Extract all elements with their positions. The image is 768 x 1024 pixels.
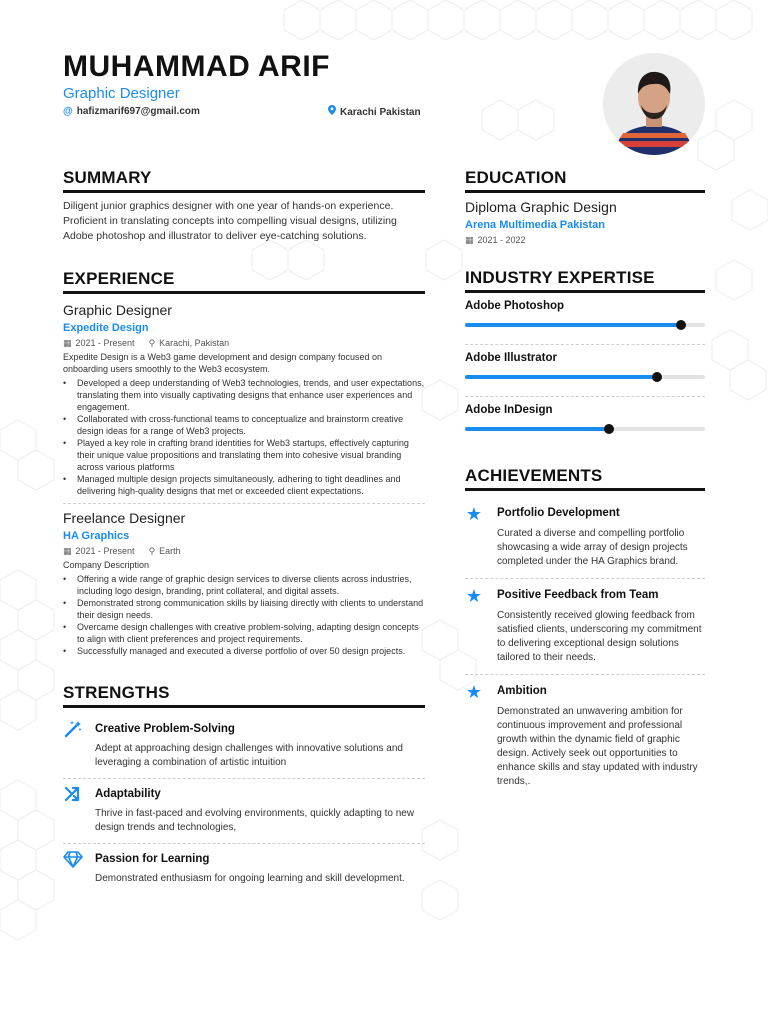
profile-photo xyxy=(603,53,705,155)
job-dates xyxy=(63,545,135,557)
calendar-icon: ▦ xyxy=(63,546,72,556)
left-column xyxy=(63,168,425,894)
skill-bar-fill xyxy=(465,323,681,327)
strengths-heading: STRENGTHS xyxy=(63,683,425,708)
location-text: Karachi Pakistan xyxy=(340,106,421,118)
job-bullet: • Demonstrated strong communication skills by liaising directly with clients to understand their design needs. xyxy=(63,597,425,621)
achievements-section xyxy=(465,466,705,798)
skill-bar-knob xyxy=(604,424,614,434)
strength-title: Adaptability xyxy=(95,788,161,800)
location-contact xyxy=(328,105,421,119)
experience-heading: EXPERIENCE xyxy=(63,269,425,294)
at-icon: @ xyxy=(63,106,73,117)
achievement-description: Consistently received glowing feedback from satisfied clients, underscoring my commitment to delivering exceptional design solutions tailored to their needs. xyxy=(497,610,702,663)
strength-item xyxy=(63,714,425,779)
calendar-icon: ▦ xyxy=(63,338,72,348)
skill-bar xyxy=(465,427,705,431)
education-meta xyxy=(465,234,705,246)
summary-text: Diligent junior graphics designer with one year of hands-on experience. Proficient in translating concepts into compelling visual designs, utilizing Adobe photoshop and illustrator to deliver eye-catching solutions. xyxy=(63,200,397,242)
achievement-title: Ambition xyxy=(497,685,547,697)
company-description: Company Description xyxy=(63,560,150,570)
education-section xyxy=(465,168,705,246)
skill-bar xyxy=(465,375,705,379)
achievements-heading: ACHIEVEMENTS xyxy=(465,466,705,491)
expertise-heading: INDUSTRY EXPERTISE xyxy=(465,268,705,293)
star-icon: ★ xyxy=(465,586,483,606)
education-dates-text: 2021 - 2022 xyxy=(477,235,526,245)
skill-bar-knob xyxy=(652,372,662,382)
skill-name: Adobe InDesign xyxy=(465,404,553,416)
strength-description: Adept at approaching design challenges with innovative solutions and leveraging a combination of artistic intuition xyxy=(95,743,403,768)
calendar-icon: ▦ xyxy=(465,235,474,245)
skill-item xyxy=(465,397,705,438)
job-bullets xyxy=(63,377,425,497)
skill-name: Adobe Photoshop xyxy=(465,300,565,312)
skill-bar-knob xyxy=(676,320,686,330)
company-description: Expedite Design is a Web3 game development and design company focused on onboarding users smoothly to the Web3 ecosystem. xyxy=(63,352,383,374)
shuffle-arrows-icon xyxy=(63,785,83,835)
strength-title: Passion for Learning xyxy=(95,853,210,865)
job-meta xyxy=(63,545,425,557)
map-pin-icon: ⚲ xyxy=(148,546,156,556)
job-location-text: Earth xyxy=(159,546,181,556)
job-title: Freelance Designer xyxy=(63,510,186,526)
expertise-section xyxy=(465,268,705,438)
job-bullet: • Developed a deep understanding of Web3 technologies, trends, and user expectations, translating them into visually captivating designs that enhance user experiences and engagement. xyxy=(63,377,425,413)
strength-description: Demonstrated enthusiasm for ongoing learning and skill development. xyxy=(95,873,405,884)
strength-item xyxy=(63,844,425,894)
star-icon: ★ xyxy=(465,504,483,524)
job-location xyxy=(149,545,181,557)
job-dates xyxy=(63,337,135,349)
company-name: Expedite Design xyxy=(63,322,149,334)
skill-bar-fill xyxy=(465,427,609,431)
strength-item xyxy=(63,779,425,844)
skill-item xyxy=(465,299,705,345)
map-pin-icon: ⚲ xyxy=(148,338,156,348)
skill-item xyxy=(465,345,705,397)
right-column xyxy=(465,168,705,798)
achievement-title: Positive Feedback from Team xyxy=(497,589,659,601)
job-title: Graphic Designer xyxy=(63,302,172,318)
achievement-item xyxy=(465,675,705,798)
magic-wand-icon xyxy=(63,720,83,770)
skill-bar xyxy=(465,323,705,327)
strengths-section xyxy=(63,683,425,894)
experience-section xyxy=(63,269,425,657)
skill-name: Adobe Illustrator xyxy=(465,352,558,364)
map-pin-icon xyxy=(328,105,336,119)
summary-heading: SUMMARY xyxy=(63,168,425,193)
job-location-text: Karachi, Pakistan xyxy=(159,338,230,348)
job-bullet: • Successfully managed and executed a diverse portfolio of over 50 design projects. xyxy=(63,645,425,657)
strength-title: Creative Problem-Solving xyxy=(95,723,235,735)
education-heading: EDUCATION xyxy=(465,168,705,193)
candidate-title: Graphic Designer xyxy=(63,85,180,102)
education-degree: Diploma Graphic Design xyxy=(465,199,617,215)
job-bullet: • Played a key role in crafting brand identities for Web3 startups, effectively capturing their unique value propositions and translating them into cohesive visual branding across various platforms xyxy=(63,437,425,473)
job-meta xyxy=(63,337,425,349)
skill-bar-fill xyxy=(465,375,657,379)
achievement-item xyxy=(465,579,705,675)
job-bullet: • Offering a wide range of graphic design services to diverse clients across industries, including logo design, branding, print collateral, and digital assets. xyxy=(63,573,425,597)
job-dates-text: 2021 - Present xyxy=(75,546,135,556)
education-school: Arena Multimedia Pakistan xyxy=(465,219,605,231)
job-location xyxy=(149,337,230,349)
job-dates-text: 2021 - Present xyxy=(75,338,135,348)
company-name: HA Graphics xyxy=(63,530,130,542)
job-bullets xyxy=(63,573,425,657)
email-contact[interactable] xyxy=(63,105,200,118)
email-text: hafizmarif697@gmail.com xyxy=(76,106,200,117)
diamond-icon xyxy=(63,850,83,886)
achievement-description: Curated a diverse and compelling portfolio showcasing a wide array of design projects completed under the HA Graphics brand. xyxy=(497,528,688,567)
job-bullet: • Managed multiple design projects simultaneously, adhering to tight deadlines and delivering high-quality designs that met or exceeded client expectations. xyxy=(63,473,425,497)
candidate-name: MUHAMMAD ARIF xyxy=(63,50,331,83)
job-bullet: • Collaborated with cross-functional teams to conceptualize and brainstorm creative design ideas for a range of Web3 projects. xyxy=(63,413,425,437)
achievement-title: Portfolio Development xyxy=(497,507,620,519)
achievement-description: Demonstrated an unwavering ambition for continuous improvement and professional growth within the dynamic field of graphic design. Actively seek out opportunities to enhance skills and stay updated with industry trends,. xyxy=(497,706,698,787)
summary-section xyxy=(63,168,425,244)
star-icon: ★ xyxy=(465,682,483,702)
strength-description: Thrive in fast-paced and evolving environments, quickly adapting to new design trends and technologies, xyxy=(95,808,415,833)
education-dates xyxy=(465,234,526,246)
job-entry xyxy=(63,504,425,657)
job-bullet: • Overcame design challenges with creative problem-solving, adapting design concepts to align with client preferences and project requirements. xyxy=(63,621,425,645)
job-entry xyxy=(63,300,425,504)
achievement-item xyxy=(465,497,705,579)
